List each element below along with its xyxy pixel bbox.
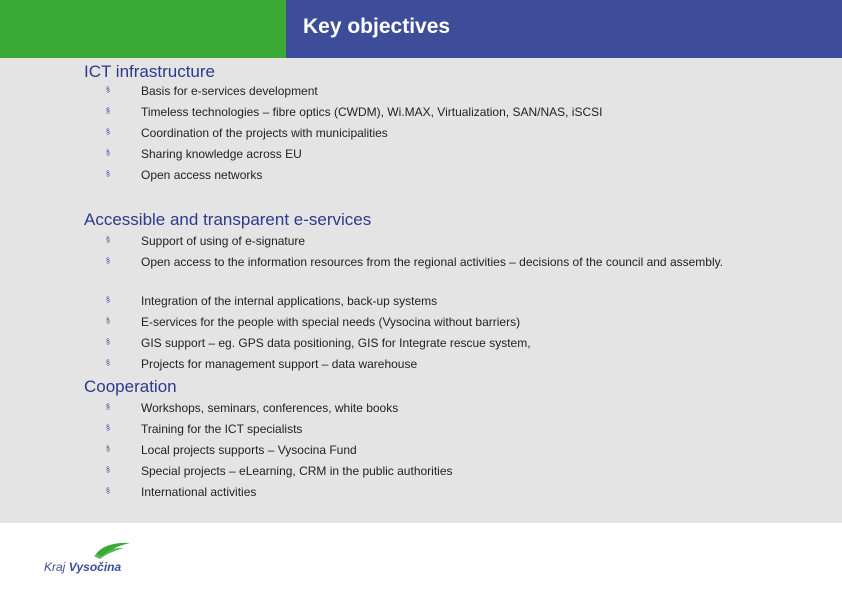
bullet-icon: § [106,339,110,346]
bullet-icon: § [106,404,110,411]
logo-vysocina: Vysočina [68,560,122,574]
list-item: Projects for management support – data warehouse [141,357,418,371]
list-item: International activities [141,485,257,499]
list-item: Coordination of the projects with municipalities [141,126,388,140]
list-item: Open access to the information resources from the regional activities – decisions of the council and assembly. [141,255,724,269]
kraj-vysocina-logo [44,540,136,580]
list-item: Special projects – eLearning, CRM in the public authorities [141,464,453,478]
logo-swoosh-icon [44,540,136,562]
bullet-icon: § [106,318,110,325]
list-item: Training for the ICT specialists [141,422,303,436]
bullet-icon: § [106,467,110,474]
list-item: Local projects supports – Vysocina Fund [141,443,357,457]
list-item: Sharing knowledge across EU [141,147,302,161]
list-item: GIS support – eg. GPS data positioning, GIS for Integrate rescue system, [141,336,531,350]
section-heading-ict: ICT infrastructure [84,62,216,81]
list-item: Timeless technologies – fibre optics (CWDM), Wi.MAX, Virtualization, SAN/NAS, iSCSI [141,105,603,119]
bullet-icon: § [106,150,110,157]
bullet-icon: § [106,360,110,367]
bullet-icon: § [106,446,110,453]
list-item: Workshops, seminars, conferences, white books [141,401,399,415]
bullet-icon: § [106,171,110,178]
list-item: Basis for e-services development [141,84,318,98]
section-heading-eservices: Accessible and transparent e-services [84,210,372,229]
bullet-icon: § [106,108,110,115]
bullet-icon: § [106,258,110,265]
bullet-icon: § [106,488,110,495]
bullet-icon: § [106,87,110,94]
list-item: E-services for the people with special needs (Vysocina without barriers) [141,315,521,329]
header-green-band [0,0,286,58]
bullet-icon: § [106,425,110,432]
list-item: Support of using of e-signature [141,234,306,248]
list-item: Open access networks [141,168,263,182]
bullet-icon: § [106,237,110,244]
list-item: Integration of the internal applications, back-up systems [141,294,438,308]
logo-kraj: Kraj [44,560,69,574]
bullet-icon: § [106,297,110,304]
logo-text [44,560,121,574]
bullet-icon: § [106,129,110,136]
page-title: Key objectives [303,15,451,38]
section-heading-cooperation: Cooperation [84,377,177,396]
